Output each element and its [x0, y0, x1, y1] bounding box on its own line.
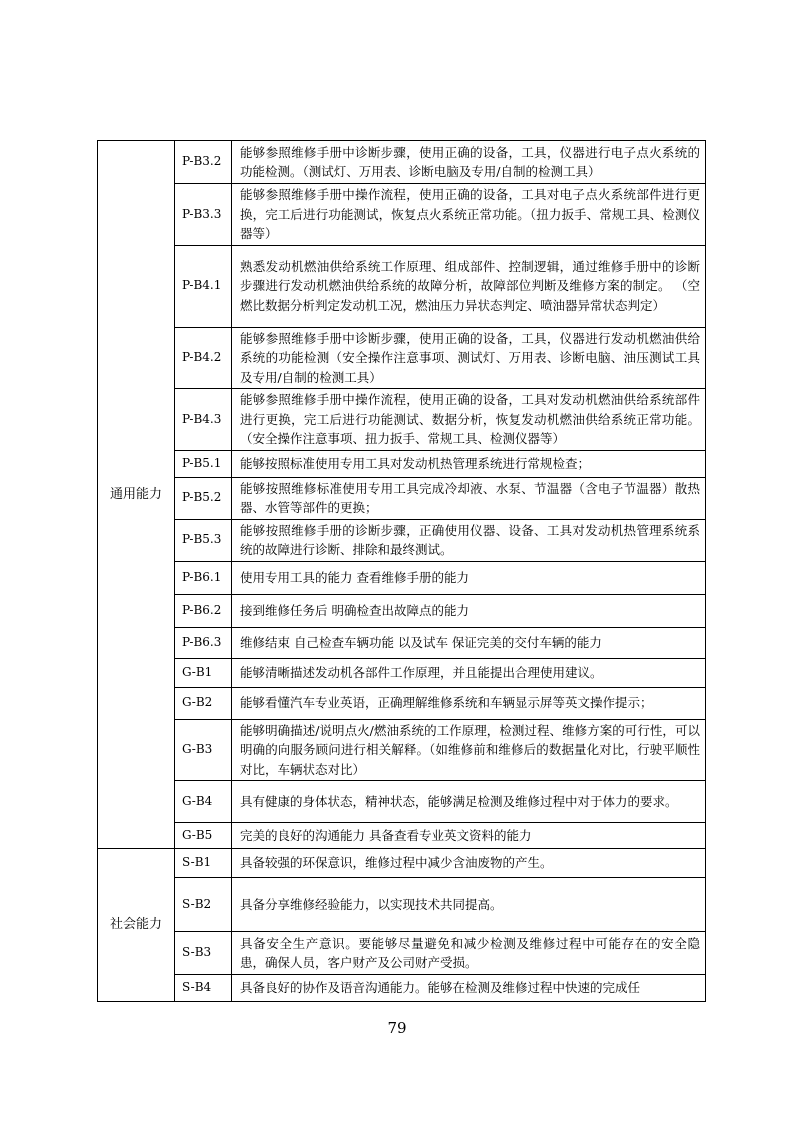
description-cell: 使用专用工具的能力 查看维修手册的能力 — [232, 561, 706, 594]
table-row — [98, 687, 706, 719]
table-row — [98, 627, 706, 658]
description-cell: 接到维修任务后 明确检查出故障点的能力 — [232, 594, 706, 627]
table-row — [98, 184, 706, 246]
code-cell: P-B3.2 — [175, 141, 232, 184]
table-row — [98, 477, 706, 519]
code-cell: S-B2 — [175, 878, 232, 932]
table-row — [98, 141, 706, 184]
category-cell-general — [98, 141, 175, 849]
code-cell: G-B5 — [175, 823, 232, 849]
description-cell: 具备安全生产意识。要能够尽量避免和减少检测及维修过程中可能存在的安全隐患，确保人员，客户财产及公司财产受损。 — [232, 932, 706, 975]
category-cell-social — [98, 849, 175, 1002]
competency-table — [97, 140, 706, 1002]
code-cell: G-B1 — [175, 658, 232, 687]
table-row — [98, 389, 706, 451]
code-cell: G-B4 — [175, 781, 232, 823]
code-cell: P-B4.1 — [175, 245, 232, 327]
description-cell: 能够明确描述/说明点火/燃油系统的工作原理，检测过程、维修方案的可行性，可以明确的向服务顾问进行相关解释。（如维修前和维修后的数据量化对比，行驶平顺性对比，车辆状态对比） — [232, 719, 706, 781]
description-cell: 能够参照维修手册中操作流程，使用正确的设备，工具对发动机燃油供给系统部件进行更换，完工后进行功能测试、数据分析，恢复发动机燃油供给系统正常功能。（安全操作注意事项、扭力扳手、常规工具、检测仪器等） — [232, 389, 706, 451]
description-cell: 能够清晰描述发动机各部件工作原理，并且能提出合理使用建议。 — [232, 658, 706, 687]
table-row — [98, 823, 706, 849]
code-cell: P-B4.3 — [175, 389, 232, 451]
description-cell: 能够参照维修手册中诊断步骤，使用正确的设备，工具，仪器进行电子点火系统的功能检测。（测试灯、万用表、诊断电脑及专用/自制的检测工具） — [232, 141, 706, 184]
code-cell: P-B6.3 — [175, 627, 232, 658]
table-row — [98, 327, 706, 389]
description-cell: 具有健康的身体状态，精神状态，能够满足检测及维修过程中对于体力的要求。 — [232, 781, 706, 823]
table-row — [98, 658, 706, 687]
table-row — [98, 519, 706, 561]
table-row — [98, 719, 706, 781]
code-cell: S-B4 — [175, 975, 232, 1002]
code-cell: P-B4.2 — [175, 327, 232, 389]
description-cell: 能够按照维修标准使用专用工具完成冷却液、水泵、节温器（含电子节温器）散热器、水管等部件的更换； — [232, 477, 706, 519]
page-number: 79 — [387, 1019, 407, 1037]
description-cell: 具备良好的协作及语音沟通能力。能够在检测及维修过程中快速的完成任 — [232, 975, 706, 1002]
description-cell: 完美的良好的沟通能力 具备查看专业英文资料的能力 — [232, 823, 706, 849]
table-row — [98, 975, 706, 1002]
code-cell: S-B1 — [175, 849, 232, 878]
code-cell: G-B3 — [175, 719, 232, 781]
code-cell: P-B5.1 — [175, 450, 232, 477]
category-label: 通用能力 — [109, 486, 162, 502]
description-cell: 能够参照维修手册中诊断步骤，使用正确的设备，工具，仪器进行发动机燃油供给系统的功能检测（安全操作注意事项、测试灯、万用表、诊断电脑、油压测试工具及专用/自制的检测工具） — [232, 327, 706, 389]
code-cell: P-B3.3 — [175, 184, 232, 246]
description-cell: 能够参照维修手册中操作流程，使用正确的设备，工具对电子点火系统部件进行更换，完工后进行功能测试，恢复点火系统正常功能。（扭力扳手、常规工具、检测仪器等） — [232, 184, 706, 246]
table-row — [98, 561, 706, 594]
category-label: 社会能力 — [109, 917, 162, 933]
table-row — [98, 878, 706, 932]
description-cell: 能够按照维修手册的诊断步骤，正确使用仪器、设备、工具对发动机热管理系统系统的故障进行诊断、排除和最终测试。 — [232, 519, 706, 561]
description-cell: 维修结束 自己检查车辆功能 以及试车 保证完美的交付车辆的能力 — [232, 627, 706, 658]
table-row — [98, 594, 706, 627]
description-cell: 能够按照标准使用专用工具对发动机热管理系统进行常规检查； — [232, 450, 706, 477]
table-row — [98, 245, 706, 327]
code-cell: G-B2 — [175, 687, 232, 719]
description-cell: 具备分享维修经验能力，以实现技术共同提高。 — [232, 878, 706, 932]
code-cell: P-B5.2 — [175, 477, 232, 519]
code-cell: P-B6.2 — [175, 594, 232, 627]
table-row — [98, 932, 706, 975]
table-row — [98, 450, 706, 477]
description-cell: 熟悉发动机燃油供给系统工作原理、组成部件、控制逻辑，通过维修手册中的诊断步骤进行发动机燃油供给系统的故障分析，故障部位判断及维修方案的制定。 （空燃比数据分析判定发动机工况，燃油压力异状态判定、喷油器异常状态判定） — [232, 245, 706, 327]
code-cell: P-B6.1 — [175, 561, 232, 594]
code-cell: P-B5.3 — [175, 519, 232, 561]
code-cell: S-B3 — [175, 932, 232, 975]
table-row — [98, 849, 706, 878]
table-row — [98, 781, 706, 823]
description-cell: 能够看懂汽车专业英语，正确理解维修系统和车辆显示屏等英文操作提示； — [232, 687, 706, 719]
description-cell: 具备较强的环保意识，维修过程中减少含油废物的产生。 — [232, 849, 706, 878]
